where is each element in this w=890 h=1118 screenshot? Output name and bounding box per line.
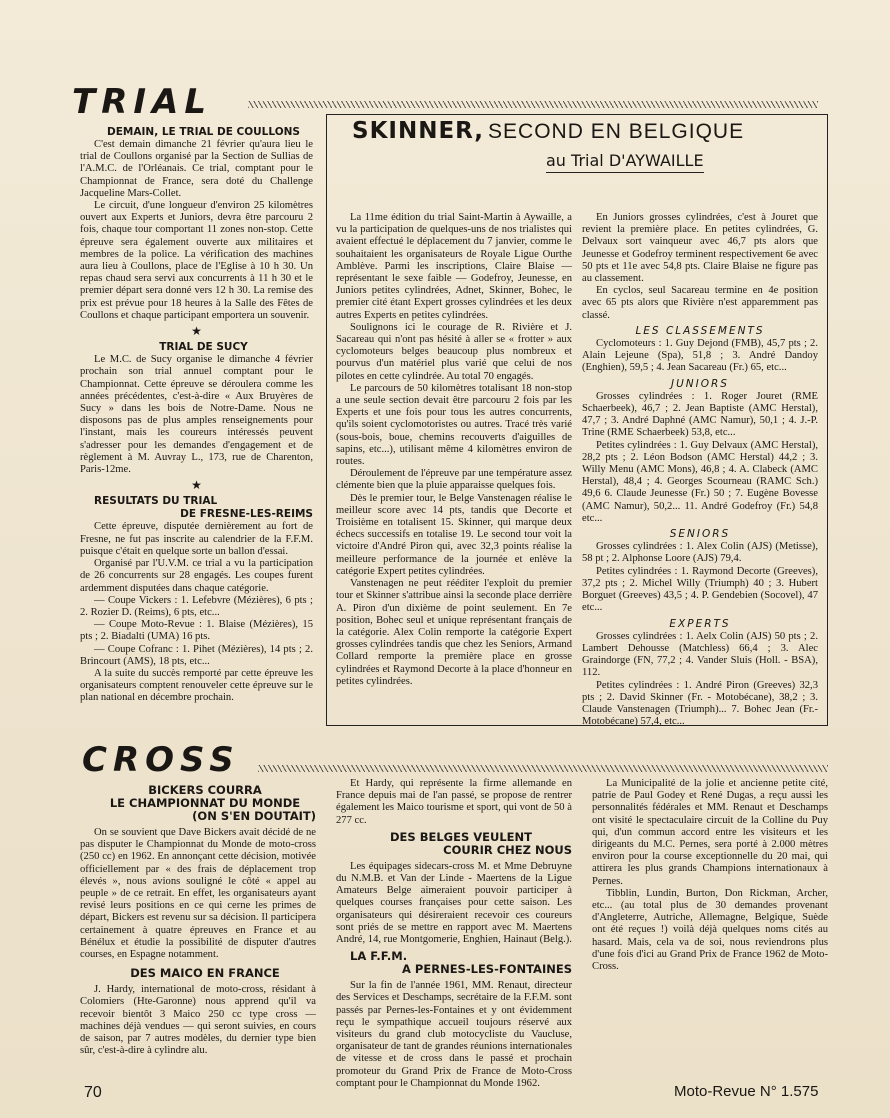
coullons-paragraph: Le circuit, d'une longueur d'environ 25 kilomètres ouvert aux Experts et Juniors, devra être parcouru 2 fois, chaque tour comportant 11 zones non-stop. Cette épreuve sera également ouverte aux militaires et membres de la police. La vérification des machines aura lieu à Coullons, place de l'Eglise à 10 h 30. Un repas chaud sera servi aux concurrents à 11 h 30 et le premier départ sera donné vers 12 h 30. La remise des prix est prévue pour 18 heures à la Salle des Fêtes de Coullons et chaque participant emportera un souvenir. <box>80 200 313 321</box>
ffm-heading: A PERNES-LES-FONTAINES <box>402 962 572 977</box>
fresnes-heading: RESULTATS DU TRIAL <box>94 495 218 508</box>
fresnes-paragraph: Organisé par l'U.V.M. ce trial a vu la participation de 26 concurrents sur 28 engagés. Les coupes furent ardemment disputées dans chaque catégorie. <box>80 558 313 594</box>
maico-heading: DES MAICO EN FRANCE <box>130 966 280 981</box>
skinner-headline-rest: SECOND EN BELGIQUE <box>488 120 745 143</box>
skinner-name: SKINNER, <box>352 118 485 144</box>
ffm-heading: LA F.F.M. <box>350 949 408 964</box>
result-juniors-grosses: Grosses cylindrées : 1. Roger Jouret (RME Schaerbeek), 46,7 ; 2. Jean Baptiste (AMC Herstal), 47,7 ; 3. André Daphné (AMC Namur), 50,1 ; 4. J.-P. Trine (RME Schaerbeek) 53,8, etc... <box>582 390 818 439</box>
belges-heading: DES BELGES VEULENT <box>390 829 532 844</box>
sucy-heading: TRIAL DE SUCY <box>159 341 248 354</box>
experts-heading: EXPERTS <box>669 617 731 630</box>
issue-number: N° 1.575 <box>759 1083 819 1100</box>
maico-paragraph: J. Hardy, international de moto-cross, résidant à Colomiers (Hte-Garonne) nous apprend qu'il va recevoir bientôt 3 Maico 250 cc type cross — machines déjà vendues — qui seront suivies, en cours de saison, par 7 autres modèles, du dernier type bien sûr, c'est-à-dire à cylindre alu. <box>80 984 316 1057</box>
result-experts-petites: Petites cylindrées : 1. André Piron (Greeves) 32,3 pts ; 2. David Skinner (Fr. - Motobécane), 38,2 ; 3. Claude Vanstenagen (Triumph)... 7. Bohec Jean (Fr.-Motobécane) 57,4, etc... <box>582 679 818 728</box>
sucy-paragraph: Le M.C. de Sucy organise le dimanche 4 février prochain son trial annuel comptant pour le Championnat. Cette épreuve se déroulera comme les années précédentes, c'est-à-dire « Aux Bruyères de Sucy » dans les bois de Notre-Dame. Nous ne disposons pas de plus amples renseignements pour l'instant, mais les coureurs intéressés peuvent s'adresser pour les demandes d'engagement et de règlement à M. Auvray L., 173, rue de Charenton, Paris-12me. <box>80 354 313 476</box>
belges-heading: COURIR CHEZ NOUS <box>443 842 572 857</box>
result-seniors-petites: Petites cylindrées : 1. Raymond Decorte (Greeves), 37,2 pts ; 2. Michel Willy (Triumph) 40 ; 3. Hubert Borguet (Greeves) 43,5 ; 4. P. Gendebien (Socovel), 47 etc... <box>582 565 818 614</box>
seniors-heading: SENIORS <box>669 528 731 541</box>
trial-news-column <box>80 126 313 726</box>
fresnes-paragraph: Cette épreuve, disputée dernièrement au fort de Fresne, ne fut pas inscrite au calendrier de la F.F.M. puisque c'était en quelque sorte un ballon d'essai. <box>80 521 313 557</box>
juniors-heading: JUNIORS <box>671 377 729 390</box>
star-separator: ★ <box>191 324 202 339</box>
bickers-heading: LE CHAMPIONNAT DU MONDE <box>109 796 301 810</box>
cross-col-1 <box>80 784 316 1074</box>
fresnes-paragraph: A la suite du succès remporté par cette épreuve les organisateurs comptent renouveler cette épreuve sur le plan national en décembre prochain. <box>80 667 313 704</box>
fresnes-paragraph: — Coupe Vickers : 1. Lefebvre (Mézières), 6 pts ; 2. Rozier D. (Reims), 6 pts, etc... <box>80 594 313 618</box>
result-cyclomoteurs: Cyclomoteurs : 1. Guy Dejond (FMB), 45,7 pts ; 2. Alain Lejeune (Spa), 51,8 ; 3. André Dandoy (Enghien), 59,5 ; 4. Jean Sacareau (Fr.) 65, etc... <box>582 338 818 374</box>
page-number: 70 <box>84 1084 102 1101</box>
magazine-issue <box>674 1083 818 1100</box>
skinner-paragraph: Déroulement de l'épreuve par une température assez clémente bien que la pluie apparaisse quelques fois. <box>336 468 572 492</box>
result-experts-grosses: Grosses cylindrées : 1. Aelx Colin (AJS) 50 pts ; 2. Lambert Dehousse (Matchless) 66,4 ; 3. Alec Graindorge (FN, 77,2 ; 4. Vander Sluis (Holl. - BSA), 112. <box>582 630 818 679</box>
ffm-paragraph: Sur la fin de l'année 1961, MM. Renaut, directeur des Services et Deschamps, secrétaire de la F.F.M. sont passés par Pernes-les-Fontaines et y ont évidemment reçu le sympathique accueil toujours réservé aux visiteurs du grand club motocycliste du Vaucluse, organisateur de tant de grandes réunions internationales de vitesse et de cross dans le passé et prochain promoteur du Grand Prix de France de Moto-Cross comptant pour le Championnat du Monde 1962. <box>336 980 572 1089</box>
magazine-name: Moto-Revue <box>674 1083 756 1100</box>
cross-col-3 <box>592 778 828 1074</box>
section-rule-cross <box>258 765 828 772</box>
fresnes-paragraph: — Coupe Moto-Revue : 1. Blaise (Mézières), 15 pts ; 2. Biadalti (UMA) 16 pts. <box>80 619 313 643</box>
fresnes-paragraph: — Coupe Cofranc : 1. Pihet (Mézières), 14 pts ; 2. Brincourt (AMS), 18 pts, etc... <box>80 643 313 667</box>
skinner-paragraph: Le parcours de 50 kilomètres totalisant 18 non-stop a une seule section devait être parcouru 2 fois par les Experts et une fois pour tous les autres concurrents, qu'ils soient cyclomotoristes ou autres. Tracé très varié (sous-bois, boue, chemins recouverts d'aiguilles de sapins, etc...), utilisant même 4 kilomètres environ de routes. <box>336 382 572 468</box>
skinner-paragraph: En Juniors grosses cylindrées, c'est à Jouret que revient la première place. En petites cylindrées, G. Delvaux sort vainqueur avec 46,7 pts alors que Jeunesse et Godefroy terminent respectivement 6e avec 50 pts et 11e avec 54,8 pts. Claire Blaise ne figure pas au classement. <box>582 212 818 285</box>
cross-col-2 <box>336 778 572 1089</box>
skinner-col-2 <box>582 212 818 728</box>
fresnes-heading: DE FRESNE-LES-REIMS <box>180 508 313 521</box>
ffm-paragraph: Tibblin, Lundin, Burton, Don Rickman, Archer, etc... (au total plus de 30 demandes provenant d'Angleterre, Autriche, Allemagne, Belgique, Suède ont été reçues !) voilà déjà quelques noms cités au hasard. Mais, cela va de soi, nous reviendrons plus d'une fois d'ici au Grand Prix de France 1962 de Moto-Cross. <box>592 887 828 973</box>
bickers-heading: BICKERS COURRA <box>148 783 262 797</box>
coullons-heading: DEMAIN, LE TRIAL DE COULLONS <box>107 126 300 138</box>
belges-paragraph: Les équipages sidecars-cross M. et Mme Debruyne du N.M.B. et Van der Linde - Maertens de la Ligue Amateurs Belge aimeraient pouvoir participer à quelques courses françaises pour cette saison. Les organisateurs qui désireraient recevoir ces coureurs sont priés de se mettre en rapport avec M. Maertens André, 14, rue Montgomerie, Enghien, Hainaut (Belg.). <box>336 860 572 946</box>
classements-heading: LES CLASSEMENTS <box>635 324 765 337</box>
result-seniors-grosses: Grosses cylindrées : 1. Alex Colin (AJS) (Metisse), 58 pt ; 2. Alphonse Loore (AJS) 79,4. <box>582 541 818 565</box>
ffm-paragraph: La Municipalité de la jolie et ancienne petite cité, patrie de Paul Godey et René Dugas, a reçu aussi les personnalités fédérales et MM. Renaut et Deschamps ont visité le spectaculaire circuit de la Colline du Puy qui, d'un commun accord entre les visiteurs et les dirigeants du M.C. Pernes, sera porté à 2.000 mètres environ pour la course exceptionnelle du 20 mai, qui attirera les plus grands Champions internationaux à Pernes. <box>592 778 828 887</box>
skinner-subhead: au Trial D'AYWAILLE <box>546 151 704 173</box>
section-rule-trial <box>248 101 818 108</box>
coullons-paragraph: C'est demain dimanche 21 février qu'aura lieu le trial de Coullons organisé par la Section de Sullias de l'A.M.C. de l'Orléanais. Ce trial, comptant pour le Championnat de France, sera doté du Challenge Jacqueline Mars-Collet. <box>80 139 313 199</box>
section-title-trial: TRIAL <box>72 82 213 122</box>
skinner-paragraph: Dès le premier tour, le Belge Vanstenagen réalise le meilleur score avec 14 pts, tandis que Decorte et Troisième en totalisent 15. Skinner, qui marque deux échecs successifs en totalise 19. Le second tour voit la victoire d'André Piron qui, avec 32,3 points réalise la meilleure performance de la journée et enlève la catégorie Expert petites cylindrées. <box>336 492 572 577</box>
skinner-paragraph: Soulignons ici le courage de R. Rivière et J. Sacareau qui n'ont pas hésité à aller se « frotter » aux cyclomoteurs belges beaucoup plus nombreux et pourvus d'un matériel plus varié que celui de nos pilotes en cette cylindrée. Au total 70 engagés. <box>336 321 572 382</box>
result-juniors-petites: Petites cylindrées : 1. Guy Delvaux (AMC Herstal), 28,2 pts ; 2. Léon Bodson (AMC Herstal) 44,2 ; 3. Willy Menu (AMC Mons), 46,8 ; 4. A. Clabeck (AMC Herstal), 48,4 ; 4. Georges Scourneau (RAMC Sch.) 49,6 6. Claude Jeunesse (Fr.) 50 ; 7. Eugène Bovesse (AMC Namur), 50,2... 11. André Godefroy (Fr.) 54,8 etc... <box>582 439 818 524</box>
skinner-paragraph: En cyclos, seul Sacareau termine en 4e position avec 65 pts alors que Rivière n'est apparemment pas classé. <box>582 285 818 321</box>
bickers-heading: (ON S'EN DOUTAIT) <box>192 809 316 823</box>
section-title-cross: CROSS <box>82 740 240 780</box>
skinner-paragraph: Vanstenagen ne peut rééditer l'exploit du premier tour et Skinner s'attribue ainsi la seconde place derrière A. Piron d'un dixième de point seulement. En 7e position, Bohec seul et unique représentant français de la catégorie. Alex Colin remporte la catégorie Expert grosses cylindrées tandis que chez les Seniors, Armand Collard remporte la première place en grosse cylindrées et Raymond Decorte à la place d'honneur en petites cylindrées. <box>336 578 572 687</box>
skinner-col-1 <box>336 212 572 720</box>
maico-paragraph: Et Hardy, qui représente la firme allemande en France depuis mai de l'an passé, se propose de rentrer également les Maico tourisme et sport, qui vont de 50 à 277 cc. <box>336 778 572 826</box>
bickers-paragraph: On se souvient que Dave Bickers avait décidé de ne pas disputer le Championnat du Monde de moto-cross (250 cc) en 1962. En annonçant cette décision, motivée officiellement par « des frais de déplacement trop élevés », nous avions souligné le côté « appel au peuple » de ce retrait. En effet, les organisateurs ayant revisé leurs positions en ce qui cerne les primes de départ, Bickers est revenu sur sa décision. Il participera certainement à quatre épreuves en France et au Bénélux et étudie la possibilité de disputer d'autres courses, en Espagne notamment. <box>80 827 316 961</box>
skinner-paragraph: La 11me édition du trial Saint-Martin à Aywaille, a vu la participation de quelques-uns de nos trialistes qui avaient effectué le déplacement du 7 janvier, comme le souhaitaient les organisateurs de Royale Ligue Ourthe Amblève. Parmi les inscriptions, Claire Blaise — représentant le sexe faible — Godefroy, Jeunesse, en Juniors petites cylindrées, Adnet, Skinner, Bohec, le premier cité étant Expert grosses cylindrées et les deux autres Experts en petites cylindrées. <box>336 212 572 321</box>
star-separator: ★ <box>191 478 202 493</box>
skinner-headline <box>352 118 812 144</box>
